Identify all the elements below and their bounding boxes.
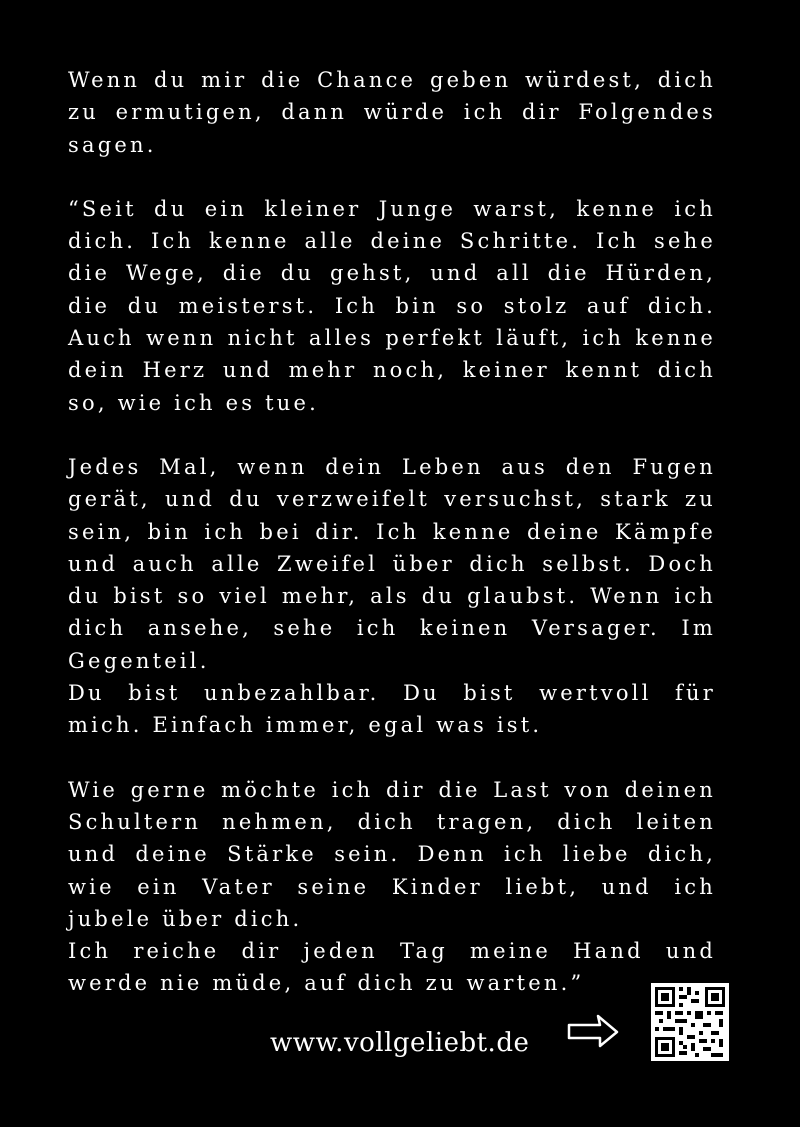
body-text bbox=[68, 64, 716, 1032]
paragraph-4 bbox=[68, 774, 716, 1000]
paragraph-line: “Seit du ein kleiner Junge warst, kenne ich dich. Ich kenne alle deine Schritte. Ich sehe die Wege, die du gehst, und all die Hürden, die du meisterst. Ich bin so stolz auf dich. Auch wenn nicht alles perfekt läuft, ich kenne dein Herz und mehr noch, keiner kennt dich so, wie ich es tue. bbox=[68, 196, 716, 415]
qr-code-icon[interactable] bbox=[651, 983, 729, 1061]
arrow-right-icon bbox=[566, 1012, 620, 1052]
paragraph-line: Du bist unbezahlbar. Du bist wertvoll für mich. Einfach immer, egal was ist. bbox=[68, 681, 716, 738]
paragraph-2 bbox=[68, 193, 716, 419]
paragraph-line: Wenn du mir die Chance geben würdest, dich zu ermutigen, dann würde ich dir Folgendes sagen. bbox=[68, 68, 716, 157]
paragraph-1 bbox=[68, 64, 716, 161]
paragraph-line: Wie gerne möchte ich dir die Last von deinen Schultern nehmen, dich tragen, dich leiten und deine Stärke sein. Denn ich liebe dich, wie ein Vater seine Kinder liebt, und ich jubele über dich. bbox=[68, 777, 716, 931]
paragraph-3 bbox=[68, 451, 716, 742]
website-url[interactable]: www.vollgeliebt.de bbox=[270, 1028, 530, 1058]
paragraph-line: Ich reiche dir jeden Tag meine Hand und werde nie müde, auf dich zu warten.” bbox=[68, 939, 716, 996]
paragraph-line: Jedes Mal, wenn dein Leben aus den Fugen gerät, und du verzweifelt versuchst, stark zu sein, bin ich bei dir. Ich kenne deine Kämpfe und auch alle Zweifel über dich selbst. Doch du bist so viel mehr, als du glaubst. Wenn ich dich ansehe, sehe ich keinen Versager. Im Gegenteil. bbox=[68, 454, 716, 673]
